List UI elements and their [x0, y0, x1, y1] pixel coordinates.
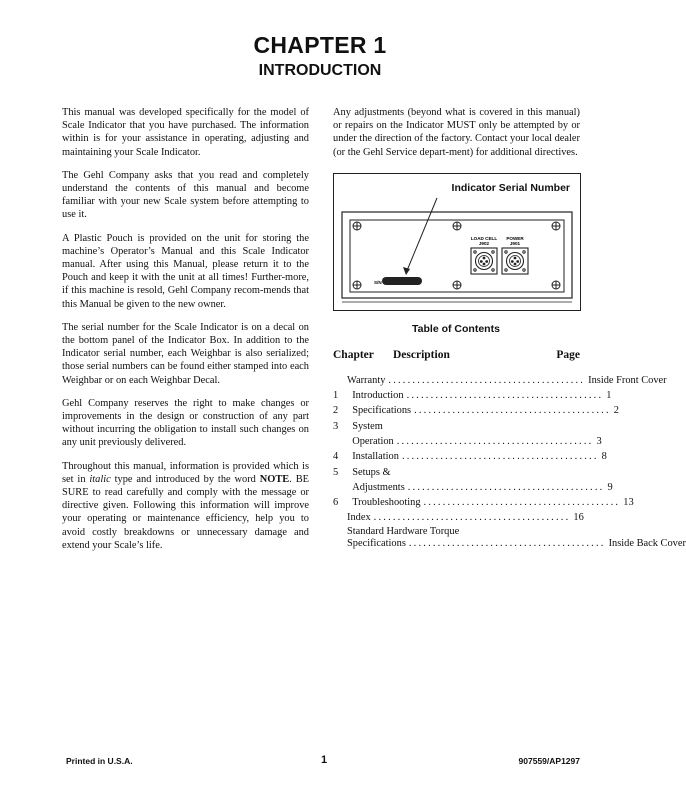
figure-label: Indicator Serial Number — [451, 181, 570, 194]
chapter-number: CHAPTER 1 — [253, 32, 387, 58]
notice-paragraph: Throughout this manual, information is provided which is set in italic type and introduced by the word NOTE. BE SURE to read carefully and comply with the message or directive given. Following this information will improve your operating or maintenance efficiency, help you to avoid costly breakdowns or unnecessary damage and extend your Scale’s life. — [62, 460, 309, 551]
serial-number-paragraph: The serial number for the Scale Indicator is on a decal on the bottom panel of the Indicator Box. In addition to the Indicator serial number, each Weighbar is also serialized; those serial numbers can be found either stamped into each Weighbar or on each Weighbar Decal. — [62, 321, 309, 386]
toc-header-description: Description — [393, 348, 450, 361]
serial-prefix: S/N — [374, 279, 382, 285]
toc-row[interactable]: 4 Installation ......................................... 8 — [333, 451, 607, 463]
printed-in-footer: Printed in U.S.A. — [66, 756, 133, 766]
indicator-box-illustration — [334, 174, 580, 310]
load-cell-connector-icon — [471, 248, 497, 274]
toc-row[interactable]: 3 System Operation ......................................... 3 — [333, 420, 602, 447]
toc-title: Table of Contents — [412, 322, 500, 335]
note-word: NOTE — [259, 473, 290, 485]
serial-decal — [382, 277, 422, 285]
plastic-pouch-paragraph: A Plastic Pouch is provided on the unit for storing the machine’s Operator’s Manual and this Scale Indicator manual. After using this Manual, please return it to the Pouch and keep it with the unit at all times! Further-more, if this machine is resold, Gehl Company recom-mends that this Manual be given to the new owner. — [62, 232, 309, 310]
changes-paragraph: Gehl Company reserves the right to make changes or improvements in the design or construction of any part without incurring the obligation to install such changes on any unit previously delivered. — [62, 397, 309, 449]
toc-header — [333, 349, 580, 361]
load-cell-label: LOAD CELL — [470, 235, 498, 241]
read-manual-paragraph: The Gehl Company asks that you read and completely understand the contents of this manual and become familiar with your new Scale system before attempting to use it. — [62, 169, 309, 221]
right-column — [333, 106, 686, 549]
toc-row[interactable]: 1 Introduction ......................................... 1 — [333, 390, 612, 402]
toc-row[interactable]: 5 Setups & Adjustments ......................................... 9 — [333, 466, 613, 493]
document-code: 907559/AP1297 — [518, 756, 580, 766]
toc-row[interactable]: Standard Hardware Torque Specifications ......................................... Inside Back Cover — [347, 525, 686, 549]
power-id: J901 — [509, 240, 521, 246]
intro-paragraph: This manual was developed specifically for the model of Scale Indicator that you have purchased. The information within is for your assistance in operating, adjusting and maintaining your Scale Indicator. — [62, 107, 309, 158]
toc-header-page: Page — [556, 348, 580, 361]
indicator-figure — [333, 173, 581, 311]
toc-row[interactable]: Index ......................................... 16 — [347, 512, 584, 524]
power-connector-icon — [502, 248, 528, 274]
page-number: 1 — [321, 754, 328, 766]
power-label: POWER — [506, 235, 524, 241]
toc-row[interactable]: 6 Troubleshooting ......................................... 13 — [333, 497, 634, 509]
load-cell-id: J902 — [478, 240, 490, 246]
toc-row[interactable]: 2 Specifications ......................................... 2 — [333, 405, 619, 417]
left-column — [62, 106, 309, 562]
italic-word: italic — [89, 473, 111, 485]
toc-list — [333, 373, 686, 549]
toc-header-chapter: Chapter — [333, 348, 374, 361]
chapter-title: INTRODUCTION — [258, 62, 382, 79]
adjustments-paragraph: Any adjustments (beyond what is covered in this manual) or repairs on the Indicator MUST only be attempted by or under the direction of the factory. Contact your local dealer (or the Gehl Service depart-ment) for additional directives. — [333, 107, 580, 158]
toc-row[interactable]: Warranty ......................................... Inside Front Cover — [347, 374, 667, 386]
